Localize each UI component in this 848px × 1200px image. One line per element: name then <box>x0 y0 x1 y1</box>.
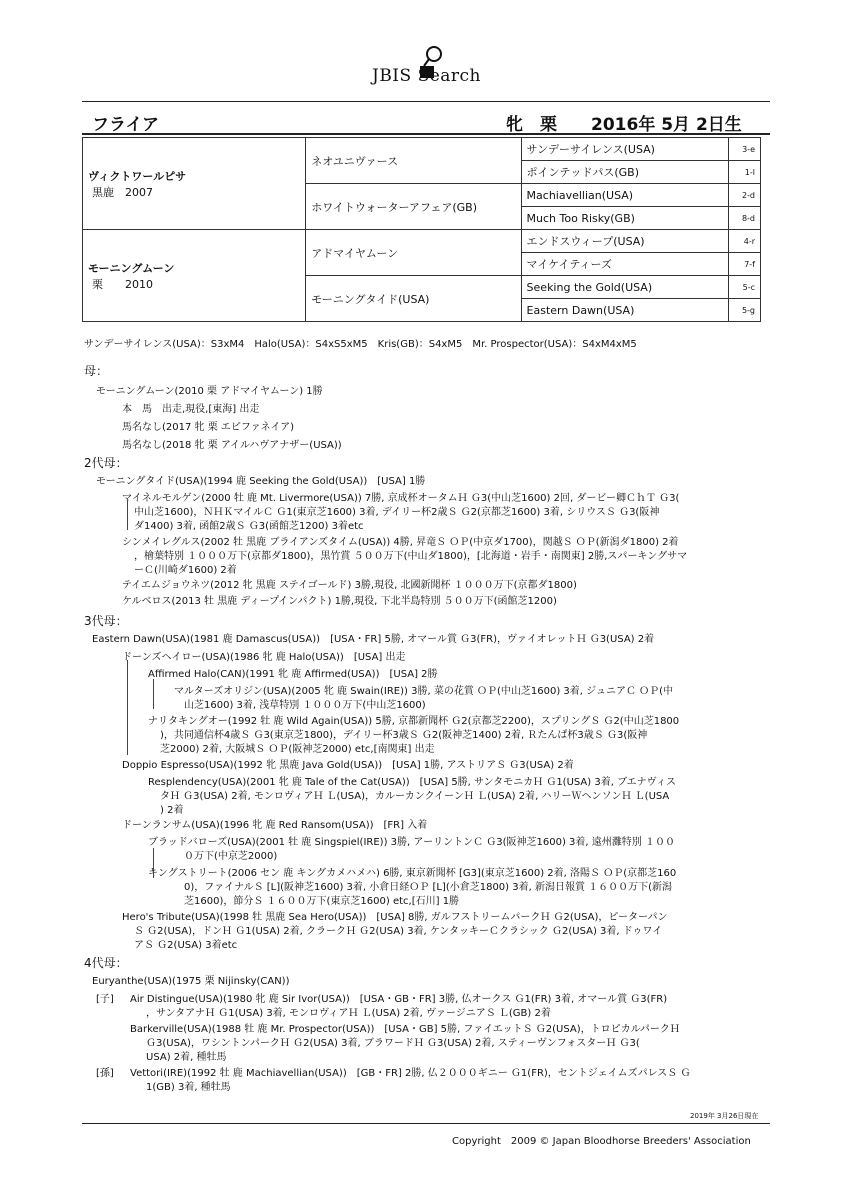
family-line: Resplendency(USA)(2001 牝 鹿 Tale of the Cat(USA)) [USA] 5勝, サンタモニカＨ Ｇ1(USA) 3着, ブエナヴィス <box>148 777 676 788</box>
family-line: タＨ Ｇ3(USA) 2着, モンロヴィアＨ Ｌ(USA)，カルーカンクイーンＨ Ｌ(USA) 2着, ハリーＷヘンソンＨ Ｌ(USA <box>160 791 670 802</box>
family-number: 4-r <box>728 230 760 253</box>
family-line: マイネルモルゲン(2000 牡 鹿 Mt. Livermore(USA)) 7勝, 京成杯オータムＨ Ｇ3(中山芝1600) 2回, ダービー卿ＣｈＴ Ｇ3( <box>122 493 680 504</box>
great-grandparent-cell: マイケイティーズ <box>521 253 728 276</box>
family-line: 0)，ファイナルＳ [L](阪神芝1600) 3着, 小倉日経ＯＰ [L](小倉芝1800) 3着, 新潟日報賞 １６００万下(新潟 <box>184 882 673 893</box>
tree-connector <box>153 848 154 878</box>
family-line: Hero's Tribute(USA)(1998 牡 黒鹿 Sea Hero(USA)) [USA] 8勝, ガルフストリームパークＨ Ｇ2(USA)，ピーターパン <box>122 912 668 923</box>
family-line: USA) 2着, 種牡馬 <box>146 1052 227 1063</box>
family-line: ０万下(中京芝2000) <box>184 851 278 862</box>
family-line: モーニングムーン(2010 栗 アドマイヤムーン) 1勝 <box>96 386 323 397</box>
grandparent-cell: ホワイトウォーターアフェア(GB) <box>306 184 521 230</box>
family-line: ケルベロス(2013 牡 黒鹿 ディープインパクト) 1勝,現役, 下北半島特別 ５００万下(函館芝1200) <box>122 596 557 607</box>
great-grandparent-cell: Much Too Risky(GB) <box>521 207 728 230</box>
great-grandparent-cell: Seeking the Gold(USA) <box>521 276 728 299</box>
as-of-date: 2019年 3月26日現在 <box>690 1112 759 1120</box>
family-number: 2-d <box>728 184 760 207</box>
family-line: Air Distingue(USA)(1980 牝 鹿 Sir Ivor(USA)) [USA・GB・FR] 3勝, 仏オークス Ｇ1(FR) 3着, オマール賞 Ｇ3(FR) <box>130 994 668 1005</box>
header-rule-top <box>82 101 770 102</box>
family-line: モーニングタイド(USA)(1994 鹿 Seeking the Gold(USA)) [USA] 1勝 <box>96 476 426 487</box>
family-line: [孫] <box>96 1068 114 1079</box>
family-line: ，サンタアナＨ Ｇ1(USA) 3着, モンロヴィアＨ Ｌ(USA) 2着, ヴァージニアＳ Ｌ(GB) 2着 <box>146 1008 551 1019</box>
family-number: 7-f <box>728 253 760 276</box>
great-grandparent-cell: Machiavellian(USA) <box>521 184 728 207</box>
family-line: ーＣ(川崎ダ1600) 2着 <box>134 565 237 576</box>
dam-detail: 栗 2010 <box>92 277 153 291</box>
great-grandparent-cell: エンドスウィープ(USA) <box>521 230 728 253</box>
grandparent-cell: ネオユニヴァース <box>306 138 521 184</box>
family-line: シンメイレグルス(2002 牡 黒鹿 ブライアンズタイム(USA)) 4勝, 昇竜Ｓ ＯＰ(中京ダ1700)，関越Ｓ ＯＰ(新潟ダ1800) 2着 <box>122 537 679 548</box>
family-line: 中山芝1600)，ＮＨＫマイルＣ Ｇ1(東京芝1600) 3着, デイリー杯2歳Ｓ Ｇ2(京都芝1600) 3着, シリウスＳ Ｇ3(阪神 <box>134 507 660 518</box>
family-line: ，檜葉特別 １０００万下(京都ダ1800)，黒竹賞 ５００万下(中山ダ1800)，[北海道・岩手・南関東] 2勝,スパーキングサマ <box>134 551 688 562</box>
section-heading: 4代母： <box>84 956 128 970</box>
horse-name: フライア <box>92 115 159 135</box>
family-line: 馬名なし(2018 牝 栗 アイルハヴアナザー(USA)) <box>122 440 342 451</box>
family-line: ブラッドバローズ(USA)(2001 牡 鹿 Singspiel(IRE)) 3勝, アーリントンＣ Ｇ3(阪神芝1600) 3着, 遠州灘特別 １００ <box>148 837 675 848</box>
section-heading: 2代母： <box>84 456 128 470</box>
family-line: 馬名なし(2017 牝 栗 エピファネイア) <box>122 422 295 433</box>
dam-name: モーニングムーン <box>88 261 175 275</box>
family-line: 山芝1600) 3着, 浅草特別 １０００万下(中山芝1600) <box>184 700 426 711</box>
family-line: Euryanthe(USA)(1975 栗 Nijinsky(CAN)) <box>92 976 290 987</box>
dam-cell <box>83 230 306 322</box>
horse-info: 牝 栗 2016年 5月 2日生 <box>506 115 742 135</box>
family-line: アＳ Ｇ2(USA) 3着etc <box>134 940 238 951</box>
family-number: 5-c <box>728 276 760 299</box>
grandparent-cell: モーニングタイド(USA) <box>306 276 521 322</box>
family-line: ドーンズヘイロー(USA)(1986 牝 鹿 Halo(USA)) [USA] 出走 <box>122 652 406 663</box>
sire-detail: 黒鹿 2007 <box>92 185 153 199</box>
tree-connector <box>127 500 128 530</box>
family-line: ナリタキングオー(1992 牡 鹿 Wild Again(USA)) 5勝, 京都新聞杯 Ｇ2(京都芝2200)，スプリングＳ Ｇ2(中山芝1800 <box>148 716 680 727</box>
family-line: Barkerville(USA)(1988 牡 鹿 Mr. Prospector(USA)) [USA・GB] 5勝, ファイエットＳ Ｇ2(USA)，トロピカルパークＨ <box>130 1024 680 1035</box>
family-line: Ｓ Ｇ2(USA)，ドンＨ Ｇ1(USA) 2着, クラークＨ Ｇ2(USA) 3着, ケンタッキーＣクラシック Ｇ2(USA) 3着, ドゥワイ <box>134 926 663 937</box>
family-line: ダ1400) 3着, 函館2歳Ｓ Ｇ3(函館芝1200) 3着etc <box>134 521 364 532</box>
family-number: 3-e <box>728 138 760 161</box>
great-grandparent-cell: ポインテッドパス(GB) <box>521 161 728 184</box>
great-grandparent-cell: Eastern Dawn(USA) <box>521 299 728 322</box>
tree-connector <box>153 679 154 709</box>
tree-connector <box>127 660 128 755</box>
family-line: 芝1600)，節分Ｓ １６００万下(東京芝1600) etc,[石川] 1勝 <box>184 896 460 907</box>
family-line: 芝2000) 2着, 大阪城Ｓ ＯＰ(阪神芝2000) etc,[南関東] 出走 <box>160 744 435 755</box>
family-line: Eastern Dawn(USA)(1981 鹿 Damascus(USA)) [USA・FR] 5勝, オマール賞 Ｇ3(FR)，ヴァイオレットＨ Ｇ3(USA) 2着 <box>92 634 655 645</box>
inbreeding-line: サンデーサイレンス(USA)：S3xM4 Halo(USA)：S4xS5xM5 Kris(GB)：S4xM5 Mr. Prospector(USA)：S4xM4xM5 <box>84 339 637 350</box>
family-line: テイエムジョウネツ(2012 牝 黒鹿 ステイゴールド) 3勝,現役, 北國新聞杯 １０００万下(京都ダ1800) <box>122 580 577 591</box>
family-line: [子] <box>96 994 114 1005</box>
great-grandparent-cell: サンデーサイレンス(USA) <box>521 138 728 161</box>
family-line: キングストリート(2006 セン 鹿 キングカメハメハ) 6勝, 東京新聞杯 [G3](東京芝1600) 2着, 洛陽Ｓ ＯＰ(京都芝160 <box>148 868 677 879</box>
family-line: ドーンランサム(USA)(1996 牝 鹿 Red Ransom(USA)) [FR] 入着 <box>122 820 428 831</box>
brand-text: JBIS Search <box>372 66 482 86</box>
footer-rule <box>82 1123 770 1124</box>
family-line: Doppio Espresso(USA)(1992 牝 黒鹿 Java Gold(USA)) [USA] 1勝, アストリアＳ Ｇ3(USA) 2着 <box>122 760 574 771</box>
family-line: Affirmed Halo(CAN)(1991 牝 鹿 Affirmed(USA)) [USA] 2勝 <box>148 669 438 680</box>
section-heading: 3代母： <box>84 614 128 628</box>
brand-logo <box>0 40 848 90</box>
family-number: 1-l <box>728 161 760 184</box>
family-line: Vettori(IRE)(1992 牡 鹿 Machiavellian(USA)) [GB・FR] 2勝, 仏２０００ギニー Ｇ1(FR)，セントジェイムズパレスＳ Ｇ <box>130 1068 691 1079</box>
section-heading: 母： <box>84 364 109 378</box>
family-line: 本 馬 出走,現役,[東海] 出走 <box>122 404 260 415</box>
family-number: 5-g <box>728 299 760 322</box>
sire-name: ヴィクトワールピサ <box>88 169 187 183</box>
family-line: マルターズオリジン(USA)(2005 牝 鹿 Swain(IRE)) 3勝, 菜の花賞 ＯＰ(中山芝1600) 3着, ジュニアＣ ＯＰ(中 <box>174 686 674 697</box>
header-rule-bottom <box>82 133 770 135</box>
family-line: )，共同通信杯4歳Ｓ Ｇ3(東京芝1800)，デイリー杯3歳Ｓ Ｇ2(阪神芝1400) 2着, Ｒたんぱ杯3歳Ｓ Ｇ3(阪神 <box>160 730 648 741</box>
grandparent-cell: アドマイヤムーン <box>306 230 521 276</box>
family-line: 1(GB) 3着, 種牡馬 <box>146 1082 231 1093</box>
family-line: Ｇ3(USA)，ワシントンパークＨ Ｇ2(USA) 3着, ブラワードＨ Ｇ3(USA) 2着, スティーヴンフォスターＨ Ｇ3( <box>146 1038 640 1049</box>
family-line: ) 2着 <box>160 805 184 816</box>
family-number: 8-d <box>728 207 760 230</box>
copyright: Copyright 2009 © Japan Bloodhorse Breeders' Association <box>452 1136 751 1147</box>
sire-cell <box>83 138 306 230</box>
pedigree-table <box>82 137 761 322</box>
